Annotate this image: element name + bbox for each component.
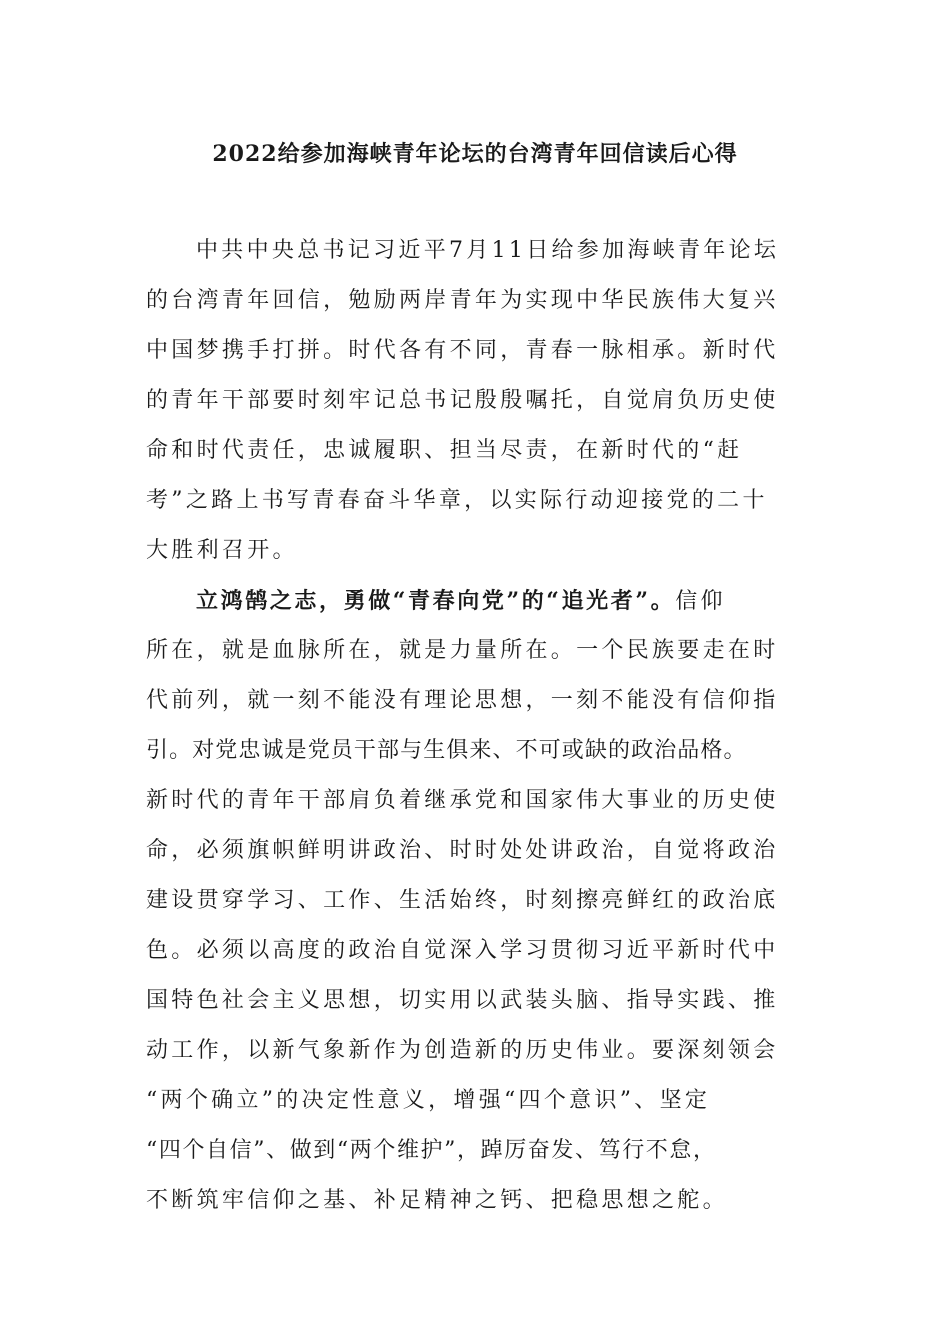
- paragraph2-line-10: 动工作，以新气象新作为创造新的历史伟业。要深刻领会: [146, 1038, 779, 1063]
- paragraph1-line-4: 的青年干部要时刻牢记总书记殷殷嘱托，自觉肩负历史使: [146, 388, 779, 413]
- paragraph2-line-1-rest: 信仰: [675, 589, 726, 614]
- paragraph2-line-1: [196, 586, 726, 617]
- document-title: 2022给参加海峡青年论坛的台湾青年回信读后心得: [212, 141, 738, 167]
- paragraph2-line-11: “两个确立”的决定性意义，增强“四个意识”、坚定: [146, 1088, 711, 1113]
- paragraph2-line-12: “四个自信”、做到“两个维护”，踔厉奋发、笃行不怠，: [146, 1138, 717, 1163]
- paragraph1-line-7: 大胜利召开。: [146, 538, 298, 563]
- paragraph2-line-7: 建设贯穿学习、工作、生活始终，时刻擦亮鲜红的政治底: [146, 888, 779, 913]
- paragraph2-line-3: 代前列，就一刻不能没有理论思想，一刻不能没有信仰指: [146, 688, 779, 713]
- paragraph2-line-13: 不断筑牢信仰之基、补足精神之钙、把稳思想之舵。: [146, 1188, 728, 1213]
- paragraph2-line-4: 引。对党忠诚是党员干部与生俱来、不可或缺的政治品格。: [146, 738, 747, 763]
- paragraph2-line-8: 色。必须以高度的政治自觉深入学习贯彻习近平新时代中: [146, 938, 779, 963]
- paragraph1-line-1: 中共中央总书记习近平7月11日给参加海峡青年论坛: [196, 238, 780, 263]
- paragraph2-heading: 立鸿鹄之志，勇做“青春向党”的“追光者”。: [196, 588, 676, 614]
- paragraph1-line-6: 考”之路上书写青春奋斗华章，以实际行动迎接党的二十: [146, 488, 768, 513]
- paragraph2-line-2: 所在，就是血脉所在，就是力量所在。一个民族要走在时: [146, 638, 779, 663]
- paragraph2-line-9: 国特色社会主义思想，切实用以武装头脑、指导实践、推: [146, 988, 779, 1013]
- paragraph2-line-6: 命，必须旗帜鲜明讲政治、时时处处讲政治，自觉将政治: [146, 838, 779, 863]
- paragraph1-line-3: 中国梦携手打拼。时代各有不同，青春一脉相承。新时代: [146, 338, 779, 363]
- paragraph1-line-5: 命和时代责任，忠诚履职、担当尽责，在新时代的“赶: [146, 438, 743, 463]
- paragraph1-line-2: 的台湾青年回信，勉励两岸青年为实现中华民族伟大复兴: [146, 288, 779, 313]
- paragraph2-line-5: 新时代的青年干部肩负着继承党和国家伟大事业的历史使: [146, 788, 779, 813]
